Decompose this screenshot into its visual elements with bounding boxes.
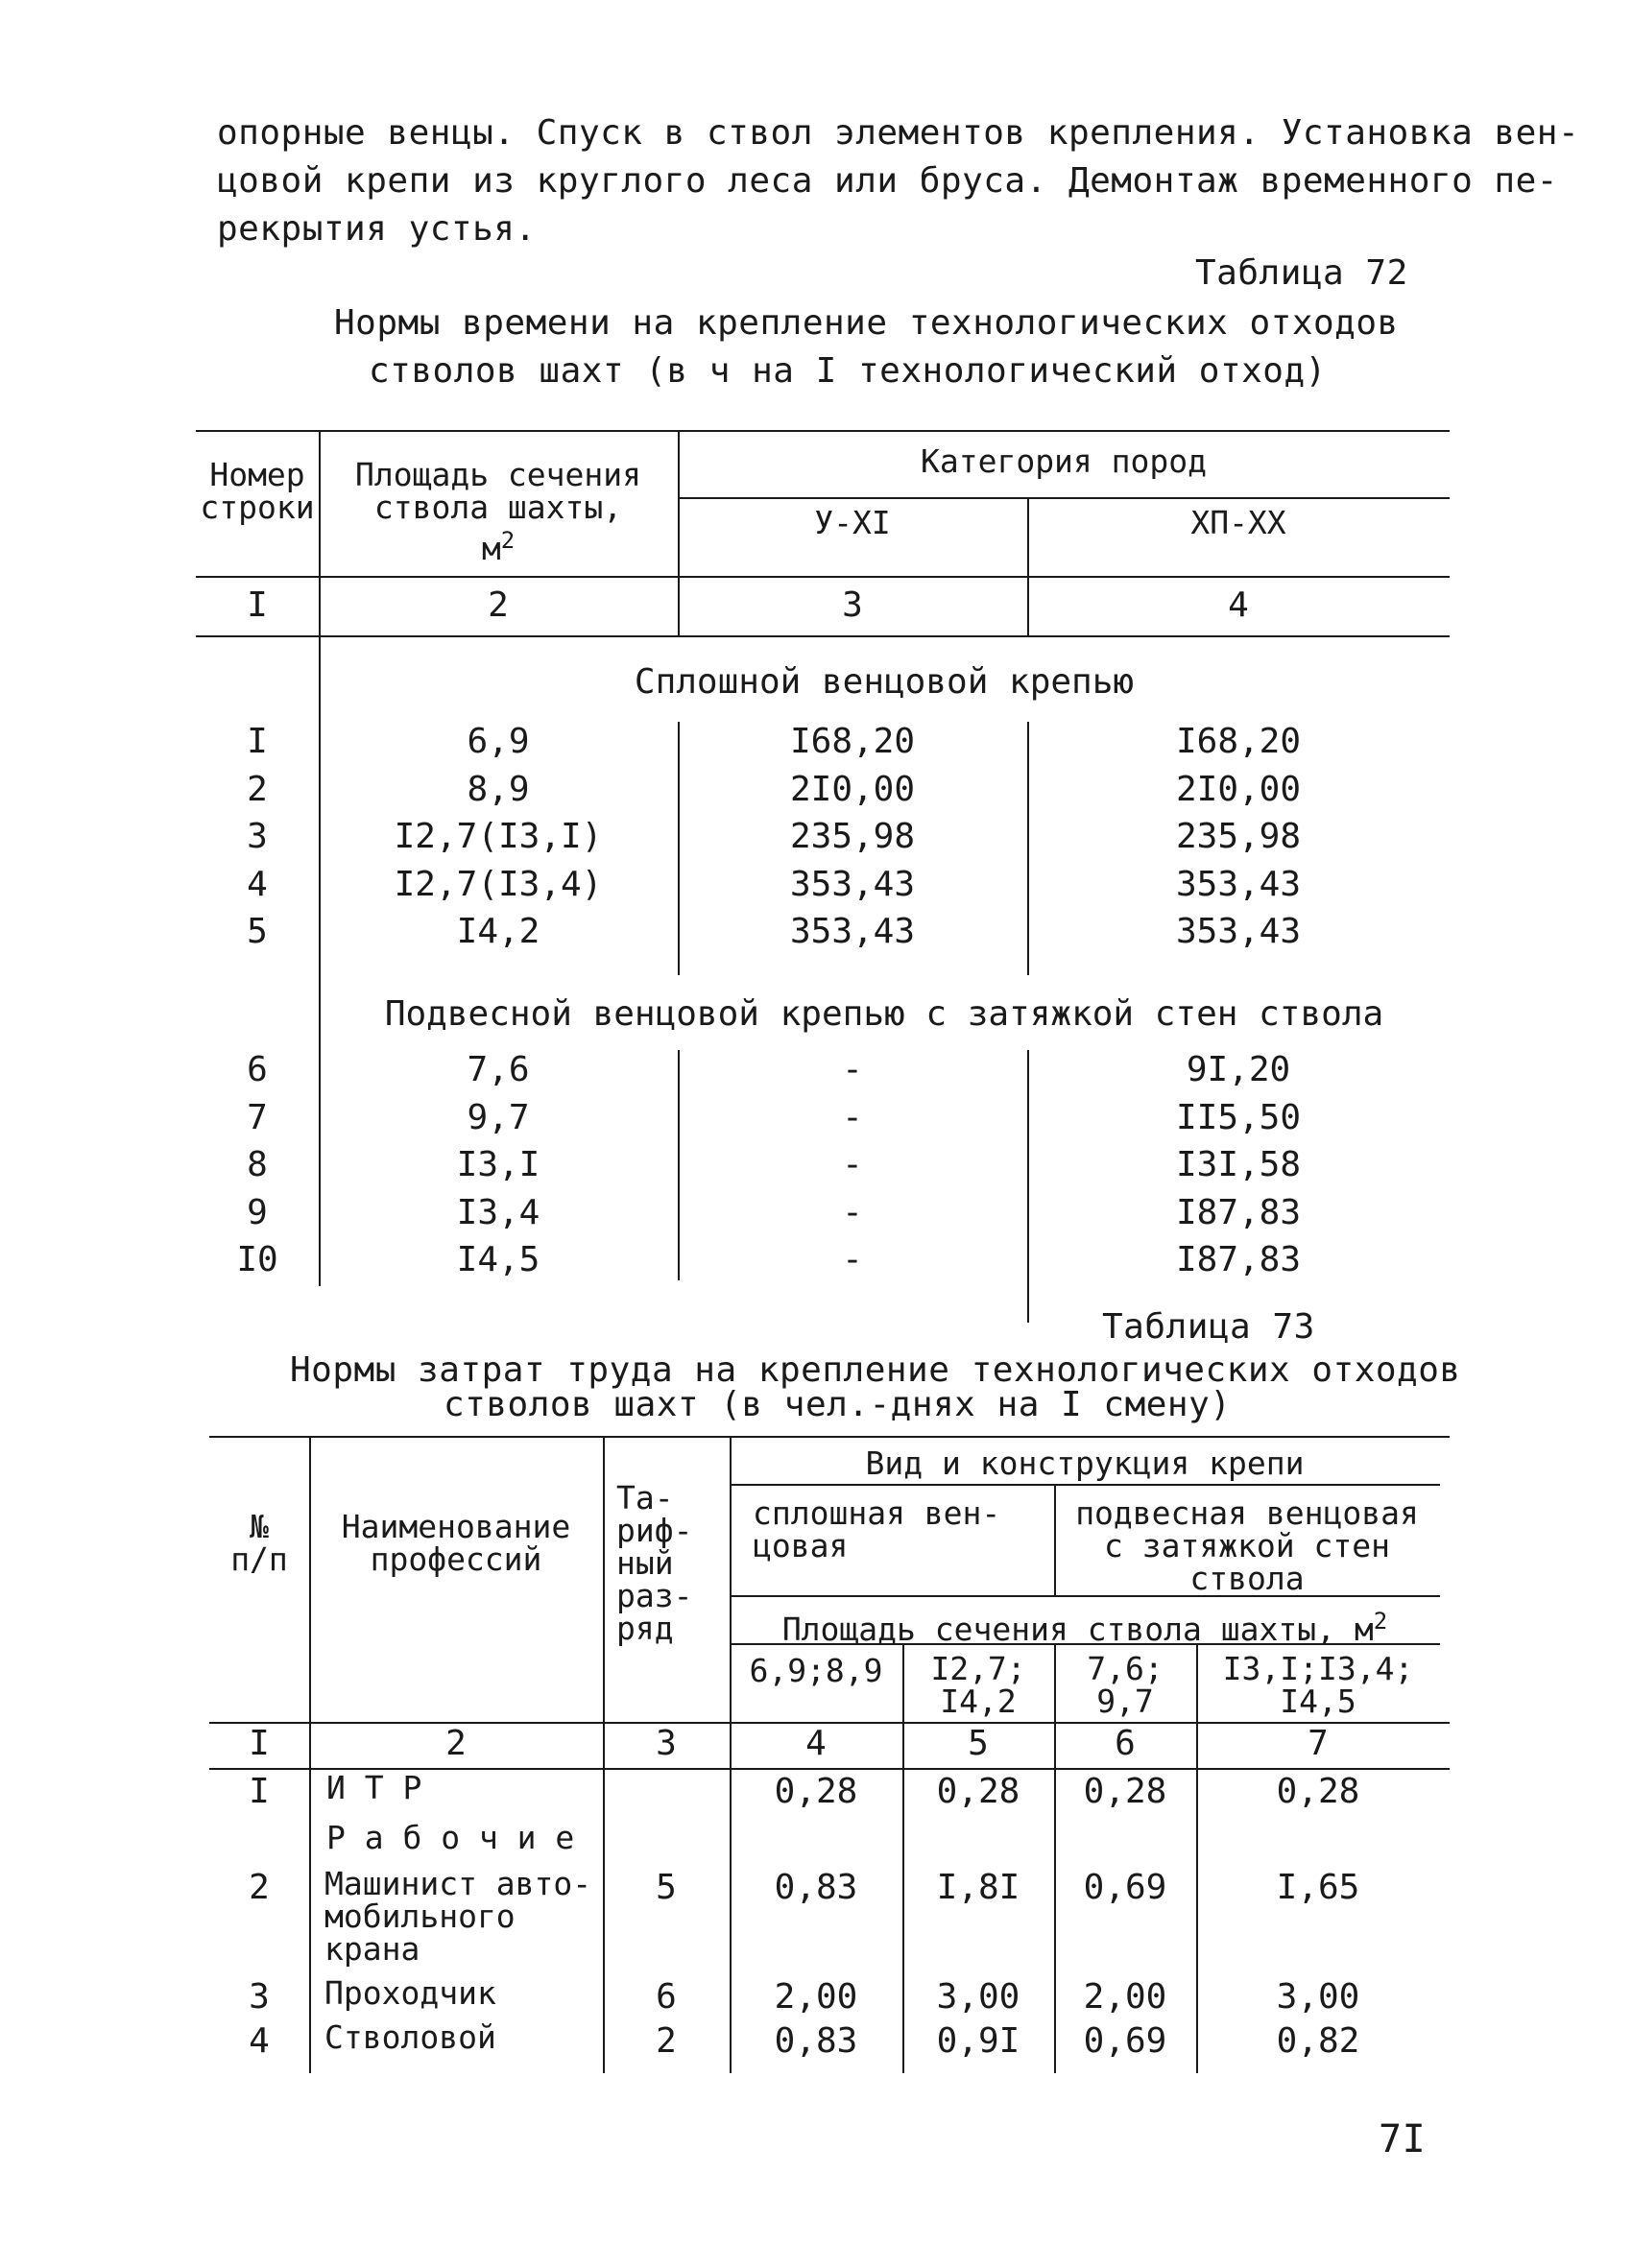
row-number: 8 [247, 1145, 268, 1184]
section-area: 9,7 [467, 1097, 530, 1137]
labor-value: 0,69 [1083, 1868, 1167, 1907]
header-profession-l2: профессий [370, 1540, 542, 1578]
header-area-sup: 2 [1373, 1608, 1388, 1635]
header-category: Категория пород [920, 442, 1207, 480]
labor-value: 0,28 [1083, 1772, 1167, 1811]
colnum: 7 [1308, 1724, 1329, 1763]
header-profession-l1: Наименование [341, 1508, 571, 1545]
table72-title-2: стволов шахт (в ч на I технологический отход) [369, 351, 1327, 391]
profession-name-line: крана [324, 1930, 420, 1968]
table73-kind2-rule [730, 1595, 1440, 1597]
row-number: 4 [247, 864, 268, 904]
labor-value: 0,82 [1276, 2021, 1360, 2061]
value-cat1: - [842, 1240, 863, 1279]
colnum: 6 [1115, 1724, 1136, 1763]
value-cat1: 2I0,00 [789, 769, 916, 809]
header-kind-solid-l2: цовая [753, 1527, 849, 1564]
table72-colnum-rule [196, 635, 1450, 637]
row-number: 2 [249, 1868, 270, 1907]
profession-name [326, 1819, 605, 1856]
row-number: I [247, 722, 268, 761]
row-number: I0 [236, 1240, 278, 1279]
header-area-l1: Площадь сечения [354, 456, 641, 493]
row-number: 5 [247, 912, 268, 951]
value-cat2: 353,43 [1175, 912, 1302, 951]
colnum: 2 [445, 1724, 467, 1763]
header-area-4-l1: I3,I;I3,4; [1222, 1650, 1414, 1687]
header-area-4-l2: I4,5 [1280, 1683, 1356, 1720]
header-kind-solid [753, 1494, 1050, 1564]
header-category-1: У-XI [814, 504, 891, 541]
profession-name-line: Проходчик [324, 1974, 496, 2012]
header-no [209, 1508, 309, 1578]
header-grade-l1: Та- [616, 1479, 674, 1516]
value-cat1: - [842, 1097, 863, 1137]
value-cat1: 353,43 [789, 864, 916, 904]
row-number: 4 [249, 2021, 270, 2061]
header-grade-l4: раз- [616, 1577, 693, 1614]
labor-value: 3,00 [936, 1977, 1020, 2017]
value-cat1: - [842, 1050, 863, 1089]
header-grade-l5: ряд [616, 1610, 674, 1647]
header-area-2-l2: I4,2 [940, 1683, 1017, 1720]
labor-value: 0,28 [936, 1772, 1020, 1811]
section-area: 8,9 [467, 769, 530, 809]
value-cat2: I3I,58 [1175, 1145, 1302, 1184]
header-kind-suspended-l1: подвесная венцовая [1075, 1494, 1419, 1532]
section-area: I4,2 [456, 912, 540, 951]
section-area: I2,7(I3,I) [394, 817, 603, 856]
row-number: 6 [247, 1050, 268, 1089]
profession-name [324, 2018, 603, 2056]
header-no-l1: № [250, 1508, 269, 1545]
colnum: I [249, 1724, 270, 1763]
section-area: I3,I [456, 1145, 540, 1184]
header-area-3-l1: 7,6; [1087, 1650, 1164, 1687]
grade: 5 [656, 1868, 677, 1907]
labor-value: 3,00 [1276, 1977, 1360, 2017]
colnum: 3 [656, 1724, 677, 1763]
row-number: I [249, 1772, 270, 1811]
table72-vline-3-sec2 [1027, 1050, 1029, 1323]
value-cat1: I68,20 [789, 722, 916, 761]
colnum: 4 [805, 1724, 827, 1763]
profession-name [326, 1769, 605, 1806]
header-area-text: Площадь сечения ствола шахты, м [781, 1611, 1374, 1648]
value-cat2: I87,83 [1175, 1192, 1302, 1232]
value-cat2: I68,20 [1175, 722, 1302, 761]
grade: 6 [656, 1977, 677, 2017]
header-grade-l2: риф- [616, 1512, 693, 1549]
section-area: 6,9 [467, 722, 530, 761]
header-row-number [196, 456, 319, 526]
profession-name-line: Стволовой [324, 2018, 496, 2056]
grade: 2 [656, 2021, 677, 2061]
table72-number: Таблица 72 [1195, 253, 1408, 293]
colnum: 5 [968, 1724, 989, 1763]
labor-value: 0,9I [936, 2021, 1020, 2061]
table73-top-rule [209, 1436, 1450, 1438]
header-profession [309, 1508, 603, 1578]
profession-name-line: Машинист авто- [324, 1865, 592, 1902]
intro-line-1: опорные венцы. Спуск в ствол элементов крепления. Установка вен- [217, 113, 1580, 153]
header-area-2 [902, 1650, 1054, 1720]
page-number: 7I [1379, 2117, 1427, 2161]
section-area: I3,4 [456, 1192, 540, 1232]
labor-value: 0,83 [774, 1868, 858, 1907]
header-category-2: ХП-ХХ [1190, 504, 1286, 541]
value-cat2: II5,50 [1175, 1097, 1302, 1137]
header-area [730, 1605, 1440, 1646]
intro-line-2: цовой крепи из круглого леса или бруса. Демонтаж временного пе- [217, 161, 1558, 201]
profession-name-line: И Т Р [326, 1769, 422, 1806]
labor-value: I,65 [1276, 1868, 1360, 1907]
section-area: 7,6 [467, 1050, 530, 1089]
labor-value: 0,83 [774, 2021, 858, 2061]
header-kind-suspended-l3: ствола [1189, 1560, 1305, 1597]
colnum: 3 [842, 585, 863, 625]
header-area-4 [1196, 1650, 1440, 1720]
header-area-2-l1: I2,7; [930, 1650, 1026, 1687]
header-row-number-l2: строки [200, 489, 315, 526]
header-no-l2: п/п [230, 1540, 288, 1578]
colnum: 4 [1228, 585, 1249, 625]
table72-category-rule [678, 497, 1450, 499]
section-title-suspended: Подвесной венцовой крепью с затяжкой стен ствола [384, 994, 1384, 1034]
header-area-unit: м [481, 530, 501, 567]
value-cat1: - [842, 1145, 863, 1184]
profession-name [324, 1974, 603, 2012]
row-number: 9 [247, 1192, 268, 1232]
table73-number: Таблица 73 [1102, 1307, 1315, 1347]
profession-name [324, 1865, 603, 1968]
header-area-3-l2: 9,7 [1096, 1683, 1154, 1720]
header-area-unit-sup: 2 [500, 527, 516, 554]
section-title-solid: Сплошной венцовой крепью [634, 662, 1135, 702]
row-number: 2 [247, 769, 268, 809]
value-cat2: 353,43 [1175, 864, 1302, 904]
row-number: 3 [247, 817, 268, 856]
header-area [319, 456, 678, 567]
header-area-l3 [319, 524, 678, 565]
labor-value: 0,69 [1083, 2021, 1167, 2061]
profession-name-line: мобильного [324, 1898, 516, 1935]
header-row-number-l1: Номер [209, 456, 305, 493]
table72-top-rule [196, 430, 1450, 432]
section-area: I4,5 [456, 1240, 540, 1279]
header-area-3 [1054, 1650, 1196, 1720]
colnum: I [247, 585, 268, 625]
value-cat2: 235,98 [1175, 817, 1302, 856]
value-cat2: 2I0,00 [1175, 769, 1302, 809]
header-kind-suspended [1054, 1494, 1440, 1597]
header-kind: Вид и конструкция крепи [865, 1444, 1305, 1482]
header-kind-suspended-l2: с затяжкой стен [1103, 1527, 1390, 1564]
labor-value: 0,28 [774, 1772, 858, 1811]
section-area: I2,7(I3,4) [394, 864, 603, 904]
value-cat1: - [842, 1192, 863, 1232]
colnum: 2 [488, 585, 509, 625]
row-number: 3 [249, 1977, 270, 2017]
table72-title-1: Нормы времени на крепление технологических отходов [334, 303, 1399, 343]
header-area-l2: ствола шахты, [373, 489, 623, 526]
labor-value: 2,00 [1083, 1977, 1167, 2017]
table72-header-rule [196, 576, 1450, 578]
value-cat2: 9I,20 [1186, 1050, 1291, 1089]
value-cat1: 353,43 [789, 912, 916, 951]
header-kind-solid-l1: сплошная вен- [753, 1494, 1001, 1532]
table73-title-1: Нормы затрат труда на крепление технологических отходов [290, 1350, 1461, 1390]
intro-line-3: рекрытия устья. [217, 209, 537, 249]
table73-title-2: стволов шахт (в чел.-днях на I смену) [444, 1385, 1232, 1424]
labor-value: 2,00 [774, 1977, 858, 2017]
labor-value: I,8I [936, 1868, 1020, 1907]
header-area-1: 6,9;8,9 [749, 1652, 883, 1689]
profession-name-line: Р а б о ч и е [326, 1819, 575, 1856]
table73-kind-rule [730, 1484, 1440, 1486]
header-grade [616, 1479, 728, 1647]
header-grade-l3: ный [616, 1544, 674, 1582]
value-cat1: 235,98 [789, 817, 916, 856]
labor-value: 0,28 [1276, 1772, 1360, 1811]
value-cat2: I87,83 [1175, 1240, 1302, 1279]
row-number: 7 [247, 1097, 268, 1137]
